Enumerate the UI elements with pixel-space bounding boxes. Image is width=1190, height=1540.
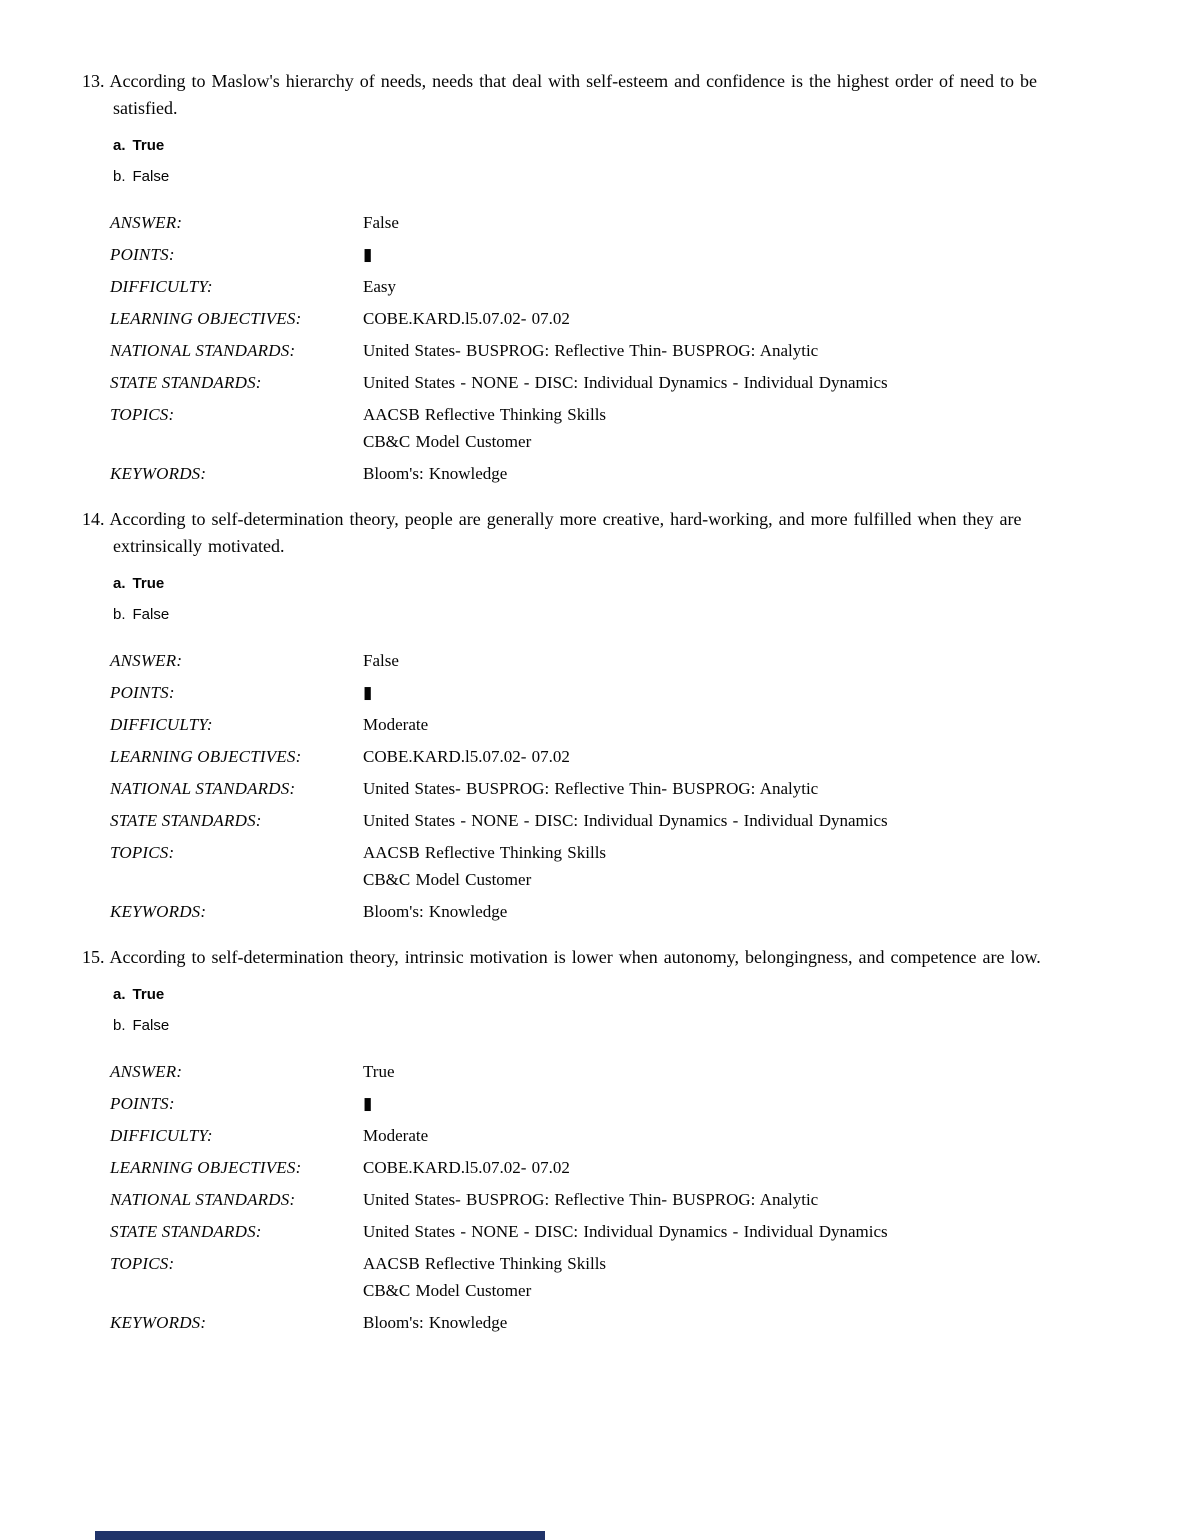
meta-row-learning-objectives <box>110 743 1190 770</box>
meta-row-learning-objectives <box>110 305 1190 332</box>
meta-value <box>363 1122 1190 1149</box>
question-text: According to Maslow's hierarchy of needs, needs that deal with self-esteem and confidence is the highest order of need to be satisfied. <box>109 71 1037 118</box>
meta-row-state-standards <box>110 369 1190 396</box>
option-letter: a. <box>113 986 126 1003</box>
meta-value-line: False <box>363 651 399 670</box>
meta-row-answer <box>110 209 1190 236</box>
meta-row-national-standards <box>110 1186 1190 1213</box>
option-label: False <box>132 1017 170 1034</box>
meta-row-points <box>110 241 1190 268</box>
meta-value <box>363 679 1190 706</box>
meta-value <box>363 647 1190 674</box>
option-b-false <box>113 163 1190 190</box>
meta-label: POINTS: <box>110 683 175 702</box>
meta-value <box>363 305 1190 332</box>
meta-label: NATIONAL STANDARDS: <box>110 341 296 360</box>
question-text-line <box>82 506 1077 560</box>
meta-value <box>363 273 1190 300</box>
meta-value <box>363 775 1190 802</box>
meta-value <box>363 807 1190 834</box>
answer-options <box>113 981 1190 1039</box>
meta-value-line: Easy <box>363 277 397 296</box>
meta-row-answer <box>110 647 1190 674</box>
meta-label: LEARNING OBJECTIVES: <box>110 1158 302 1177</box>
meta-value <box>363 1218 1190 1245</box>
meta-row-points <box>110 1090 1190 1117</box>
meta-row-keywords <box>110 898 1190 925</box>
meta-row-topics <box>110 401 1190 455</box>
meta-label: DIFFICULTY: <box>110 277 213 296</box>
meta-label: LEARNING OBJECTIVES: <box>110 309 302 328</box>
meta-value <box>363 743 1190 770</box>
meta-value-line: True <box>363 1062 395 1081</box>
meta-value-line: ▮ <box>363 683 373 702</box>
option-label: False <box>132 168 170 185</box>
option-b-false <box>113 1012 1190 1039</box>
meta-value-line: COBE.KARD.l5.07.02- 07.02 <box>363 309 570 328</box>
meta-value-line: COBE.KARD.l5.07.02- 07.02 <box>363 1158 570 1177</box>
question-14 <box>0 506 1190 925</box>
meta-value <box>363 711 1190 738</box>
meta-row-topics <box>110 839 1190 893</box>
meta-value <box>363 1250 1190 1304</box>
meta-value-line: Bloom's: Knowledge <box>363 1313 508 1332</box>
meta-label: NATIONAL STANDARDS: <box>110 779 296 798</box>
meta-value <box>363 241 1190 268</box>
meta-value-line: United States - NONE - DISC: Individual Dynamics - Individual Dynamics <box>363 1222 888 1241</box>
meta-label: KEYWORDS: <box>110 464 207 483</box>
meta-value-line: ▮ <box>363 1094 373 1113</box>
meta-row-answer <box>110 1058 1190 1085</box>
meta-label: DIFFICULTY: <box>110 1126 213 1145</box>
meta-label: KEYWORDS: <box>110 1313 207 1332</box>
meta-value <box>363 401 1190 455</box>
option-a-true <box>113 570 1190 597</box>
option-letter: b. <box>113 168 126 185</box>
meta-label: TOPICS: <box>110 843 175 862</box>
meta-row-difficulty <box>110 273 1190 300</box>
option-label: False <box>132 606 170 623</box>
meta-value <box>363 1058 1190 1085</box>
meta-value-line: CB&C Model Customer <box>363 432 532 451</box>
answer-options <box>113 132 1190 190</box>
meta-value-line: Moderate <box>363 715 429 734</box>
meta-value <box>363 1186 1190 1213</box>
meta-value-line: False <box>363 213 399 232</box>
option-letter: a. <box>113 575 126 592</box>
meta-value <box>363 1154 1190 1181</box>
meta-label: LEARNING OBJECTIVES: <box>110 747 302 766</box>
meta-value <box>363 1090 1190 1117</box>
meta-label: KEYWORDS: <box>110 902 207 921</box>
meta-value-line: COBE.KARD.l5.07.02- 07.02 <box>363 747 570 766</box>
meta-value-line: AACSB Reflective Thinking Skills <box>363 843 607 862</box>
meta-label: STATE STANDARDS: <box>110 1222 262 1241</box>
meta-value-line: Moderate <box>363 1126 429 1145</box>
meta-value-line: United States- BUSPROG: Reflective Thin- BUSPROG: Analytic <box>363 779 819 798</box>
meta-value <box>363 839 1190 893</box>
answer-options <box>113 570 1190 628</box>
meta-row-national-standards <box>110 337 1190 364</box>
meta-value-line: CB&C Model Customer <box>363 1281 532 1300</box>
meta-label: POINTS: <box>110 245 175 264</box>
meta-label: TOPICS: <box>110 1254 175 1273</box>
meta-row-state-standards <box>110 807 1190 834</box>
meta-value-line: United States- BUSPROG: Reflective Thin- BUSPROG: Analytic <box>363 341 819 360</box>
meta-label: ANSWER: <box>110 213 183 232</box>
question-text-line <box>82 944 1077 971</box>
option-b-false <box>113 601 1190 628</box>
meta-row-topics <box>110 1250 1190 1304</box>
meta-label: STATE STANDARDS: <box>110 373 262 392</box>
meta-row-keywords <box>110 460 1190 487</box>
meta-value <box>363 209 1190 236</box>
option-letter: a. <box>113 137 126 154</box>
meta-value <box>363 369 1190 396</box>
meta-row-learning-objectives <box>110 1154 1190 1181</box>
meta-row-keywords <box>110 1309 1190 1336</box>
meta-label: NATIONAL STANDARDS: <box>110 1190 296 1209</box>
meta-value <box>363 1309 1190 1336</box>
meta-value <box>363 460 1190 487</box>
question-text: According to self-determination theory, intrinsic motivation is lower when autonomy, belongingness, and competence are low. <box>109 947 1041 967</box>
meta-label: DIFFICULTY: <box>110 715 213 734</box>
meta-row-difficulty <box>110 711 1190 738</box>
option-a-true <box>113 132 1190 159</box>
option-label: True <box>132 137 165 154</box>
meta-row-state-standards <box>110 1218 1190 1245</box>
meta-label: POINTS: <box>110 1094 175 1113</box>
meta-row-difficulty <box>110 1122 1190 1149</box>
meta-value-line: AACSB Reflective Thinking Skills <box>363 405 607 424</box>
meta-value <box>363 337 1190 364</box>
meta-label: STATE STANDARDS: <box>110 811 262 830</box>
meta-value-line: Bloom's: Knowledge <box>363 902 508 921</box>
option-a-true <box>113 981 1190 1008</box>
meta-value-line: Bloom's: Knowledge <box>363 464 508 483</box>
meta-row-points <box>110 679 1190 706</box>
option-letter: b. <box>113 606 126 623</box>
meta-row-national-standards <box>110 775 1190 802</box>
option-letter: b. <box>113 1017 126 1034</box>
meta-value-line: United States - NONE - DISC: Individual Dynamics - Individual Dynamics <box>363 811 888 830</box>
meta-value-line: United States - NONE - DISC: Individual Dynamics - Individual Dynamics <box>363 373 888 392</box>
question-15 <box>0 944 1190 1336</box>
meta-value-line: AACSB Reflective Thinking Skills <box>363 1254 607 1273</box>
meta-label: TOPICS: <box>110 405 175 424</box>
option-label: True <box>132 986 165 1003</box>
question-number: 14. <box>82 509 105 529</box>
question-metadata <box>110 1058 1190 1336</box>
option-label: True <box>132 575 165 592</box>
question-text: According to self-determination theory, people are generally more creative, hard-working, and more fulfilled when they are extrinsically motivated. <box>109 509 1022 556</box>
meta-value-line: ▮ <box>363 245 373 264</box>
question-metadata <box>110 209 1190 487</box>
question-number: 13. <box>82 71 105 91</box>
question-text-line <box>82 68 1077 122</box>
meta-value-line: United States- BUSPROG: Reflective Thin- BUSPROG: Analytic <box>363 1190 819 1209</box>
next-page-edge-bar <box>95 1531 545 1540</box>
question-13 <box>0 68 1190 487</box>
question-metadata <box>110 647 1190 925</box>
meta-value-line: CB&C Model Customer <box>363 870 532 889</box>
meta-value <box>363 898 1190 925</box>
meta-label: ANSWER: <box>110 1062 183 1081</box>
question-number: 15. <box>82 947 105 967</box>
meta-label: ANSWER: <box>110 651 183 670</box>
